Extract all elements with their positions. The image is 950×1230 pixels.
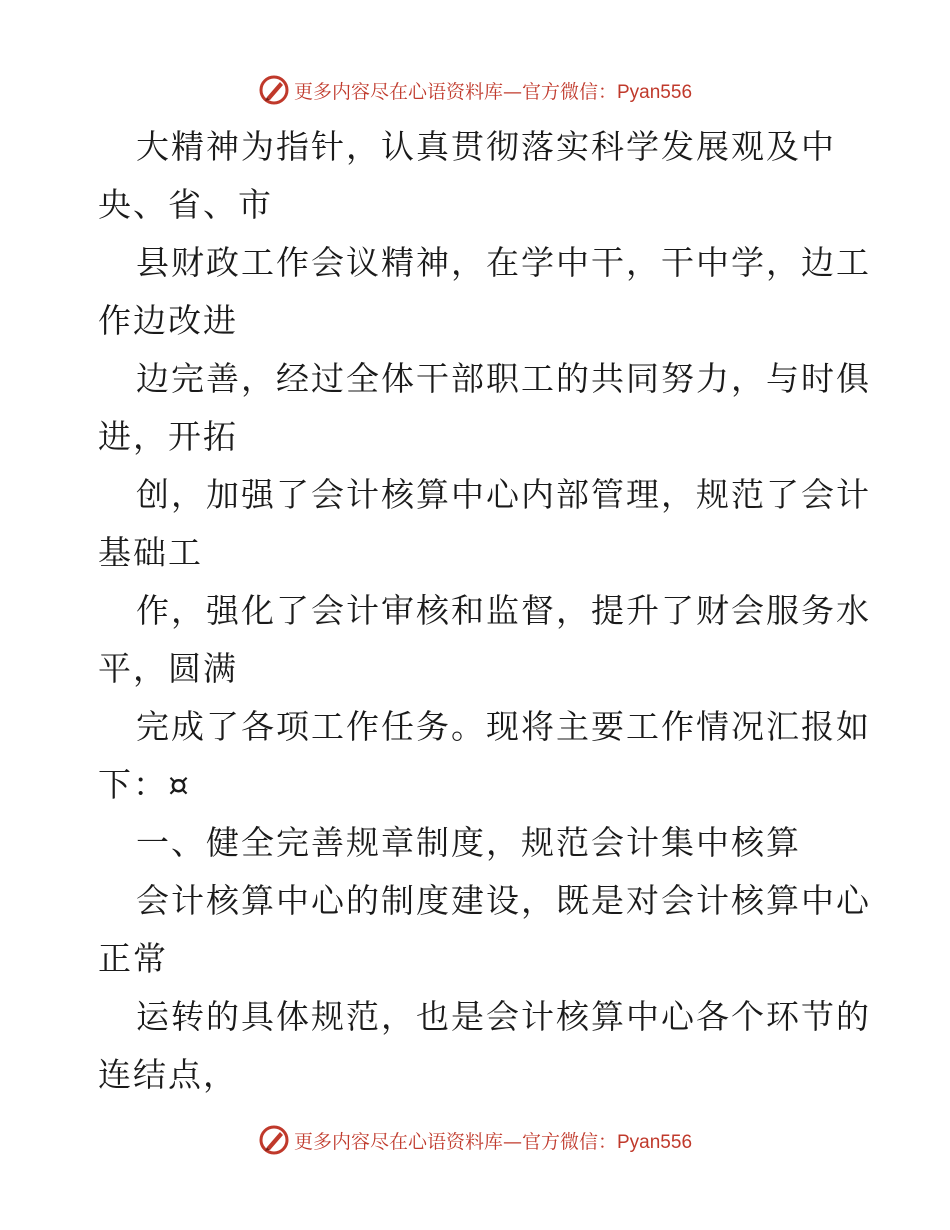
footer-banner-text: [294, 1127, 692, 1154]
document-body: [98, 118, 871, 1104]
pen-logo-icon: [258, 1124, 290, 1156]
pen-logo-icon: [258, 74, 290, 106]
footer-wechat-id: Pyan556: [617, 1131, 693, 1153]
text-line-10: 平，圆满: [98, 649, 238, 688]
text-line-6: 进，开拓: [98, 417, 238, 456]
footer-official-label: 官方微信：: [521, 1130, 617, 1153]
text-line-17: 连结点，: [98, 1055, 238, 1094]
footer-site-text: 更多内容尽在心语资料库: [293, 1130, 503, 1153]
header-banner-text: [294, 77, 692, 104]
text-line-3: 县财政工作会议精神，在学中干，干中学，边工: [136, 243, 871, 282]
header-dash: —: [502, 80, 522, 103]
section-heading: 一、健全完善规章制度，规范会计集中核算: [136, 823, 801, 862]
text-line-4: 作边改进: [98, 301, 238, 340]
text-line-2: 央、省、市: [98, 185, 273, 224]
header-site-text: 更多内容尽在心语资料库: [293, 80, 503, 103]
text-line-8: 基础工: [98, 533, 203, 572]
text-line-1: 大精神为指针，认真贯彻落实科学发展观及中: [136, 127, 836, 166]
text-line-11: 完成了各项工作任务。现将主要工作情况汇报如: [136, 707, 871, 746]
header-wechat-id: Pyan556: [617, 81, 693, 103]
footer-dash: —: [502, 1130, 522, 1153]
text-line-9: 作，强化了会计审核和监督，提升了财会服务水: [136, 591, 871, 630]
footer-banner: [0, 1120, 950, 1160]
text-line-15: 正常: [98, 939, 168, 978]
text-line-16: 运转的具体规范，也是会计核算中心各个环节的: [136, 997, 871, 1036]
text-line-5: 边完善，经过全体干部职工的共同努力，与时俱: [136, 359, 871, 398]
header-banner: [0, 70, 950, 110]
header-official-label: 官方微信：: [521, 80, 617, 103]
text-line-14: 会计核算中心的制度建设，既是对会计核算中心: [136, 881, 871, 920]
text-line-12: 下：¤: [98, 765, 191, 804]
text-line-7: 创，加强了会计核算中心内部管理，规范了会计: [136, 475, 871, 514]
